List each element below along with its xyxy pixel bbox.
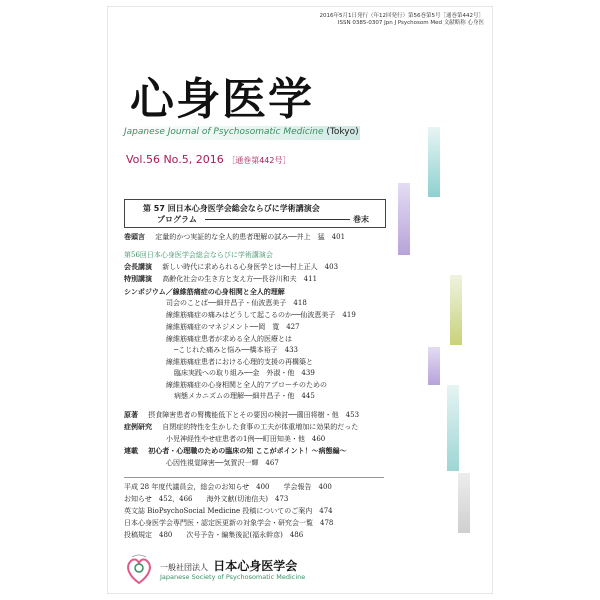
notice-line: 投稿規定 480 次号予告・編集後記(福永幹彦) 486: [124, 531, 304, 539]
decor-bar-purple-2: [428, 347, 440, 385]
program-subtitle: プログラム: [157, 215, 197, 224]
society-name: [160, 557, 297, 574]
article-label: 症例研究: [124, 423, 152, 431]
congress-item-text: 新しい時代に求められる心身医学とは──村上正人 403: [162, 263, 339, 271]
english-title-text: Japanese Journal of Psychosomatic Medicine: [124, 127, 324, 137]
symposium-item: 臨床実践への取り組み──金 外淑・他 439: [174, 369, 315, 377]
article-label: 原著: [124, 411, 138, 419]
congress-heading: 第56回日本心身医学会総会ならびに学術講演会: [124, 251, 273, 259]
whole-number: ［通巻第442号］: [227, 156, 291, 165]
article-text: 自閉症的特性を生かした食事の工夫が体重増加に効果的だった: [162, 423, 359, 431]
decor-bar-gray: [458, 473, 470, 533]
editorial-label: 巻頭言: [124, 233, 145, 241]
congress-item-label: 特別講演: [124, 275, 152, 283]
symposium-item: 線維筋痛症患者における心理的支援の再構築と: [166, 358, 313, 366]
decor-bar-teal-1: [428, 127, 440, 197]
symposium-item: 線維筋痛症のマネジメント──岡 寛 427: [166, 323, 300, 331]
article-original: [124, 411, 359, 420]
article-case-cont: 小児神経性やせ症患者の1例──町田知美・他 460: [166, 435, 326, 443]
header-meta-line2: ISSN 0385-0307 Jpn J Psychosom Med 文献略称 心身医: [337, 20, 484, 26]
header-meta-line1: 2016年5月1日発行（年12回発行）第56巻第5号［通巻第442号］: [319, 13, 484, 19]
society-english: Japanese Society of Psychosomatic Medicine: [160, 573, 306, 581]
society-logo-icon: [122, 553, 156, 587]
notices-divider: [124, 477, 384, 478]
header-meta: [320, 13, 485, 27]
symposium-item: 線維筋痛症の痛みはどうして起こるのか──仙波恵美子 419: [166, 311, 356, 319]
symposium-item: 線維筋痛症の心身相関と全人的アプローチのための: [166, 381, 327, 389]
journal-title: 心身医学: [130, 74, 314, 125]
notice-line: お知らせ 452，466 海外文献(切池信夫) 473: [124, 495, 289, 503]
article-text: 初心者・心理職のための臨床の知 ここがポイント！～病態編～: [148, 447, 347, 455]
editorial-text: 定量的かつ実証的な全人的患者理解の試み──井上 猛 401: [155, 233, 346, 241]
society-prefix: 一般社団法人: [160, 563, 208, 572]
article-case: [124, 423, 358, 432]
symposium-item: 線維筋痛症患者が求める全人的医療とは: [166, 335, 292, 343]
volume-number: Vol.56 No.5, 2016: [126, 153, 224, 166]
editorial-row: [124, 233, 345, 242]
decor-bar-purple-1: [398, 183, 410, 255]
volume-line: [126, 153, 290, 166]
symposium-item: 司会のことば──細井昌子・仙波恵美子 418: [166, 299, 307, 307]
article-series: [124, 447, 347, 456]
article-label: 連載: [124, 447, 138, 455]
notice-line: 平成 28 年度代議員会，総会のお知らせ 400 学会報告 400: [124, 483, 332, 491]
congress-item-presidential: [124, 263, 338, 272]
symposium-item: 病態メカニズムの理解──細井昌子・他 445: [174, 392, 315, 400]
decor-bar-olive: [450, 275, 462, 345]
english-title-city: (Tokyo): [326, 127, 359, 137]
congress-item-label: 会長講演: [124, 263, 152, 271]
congress-item-text: 高齢化社会の生き方と支え方──長谷川和夫 411: [162, 275, 318, 283]
article-text: 摂食障害患者の腎機能低下とその要因の検討──薗田将樹・他 453: [148, 411, 360, 419]
article-series-cont: 心因性視覚障害──気賀沢一輝 467: [166, 459, 279, 467]
notice-line: 英文誌 BioPsychoSocial Medicine 投稿についてのご案内 474: [124, 507, 333, 515]
program-box: [124, 199, 386, 228]
society-name-text: 日本心身医学会: [213, 559, 298, 573]
congress-item-special: [124, 275, 317, 284]
decor-bar-teal-2: [447, 385, 459, 471]
program-leader: [205, 219, 350, 220]
english-title: [124, 127, 359, 137]
symposium-title: シンポジウム／線維筋痛症の心身相関と全人的理解: [124, 288, 285, 296]
notice-line: 日本心身医学会専門医・認定医更新の対象学会・研究会一覧 478: [124, 519, 334, 527]
program-page: 巻末: [353, 215, 369, 224]
program-title: 第 57 回日本心身医学会総会ならびに学術講演会: [143, 204, 320, 213]
symposium-item: ─こじれた痛みと悩み──橋本裕子 433: [174, 346, 299, 354]
journal-cover: [108, 7, 492, 593]
